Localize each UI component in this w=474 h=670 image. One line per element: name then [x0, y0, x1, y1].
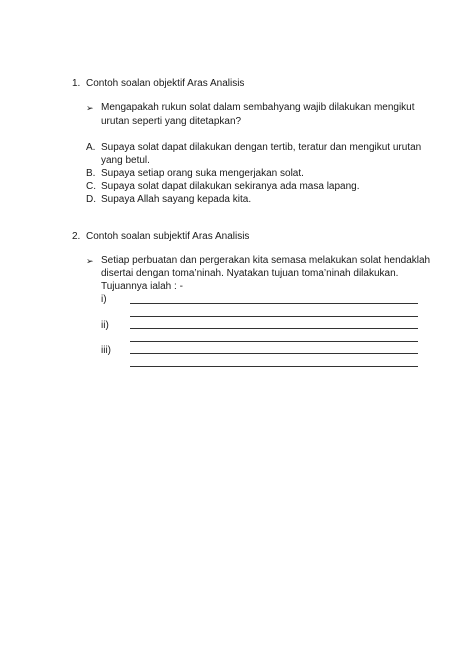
answer-line[interactable] — [130, 303, 418, 304]
answer-label-ii: ii) — [101, 320, 109, 331]
option-d-text: Supaya Allah sayang kepada kita. — [101, 194, 252, 205]
answer-line[interactable] — [130, 341, 418, 342]
question-1-line-1: Mengapakah rukun solat dalam sembahyang wajib dilakukan mengikut — [101, 102, 415, 113]
section-1-heading: Contoh soalan objektif Aras Analisis — [86, 78, 245, 89]
option-b-text: Supaya setiap orang suka mengerjakan solat. — [101, 168, 304, 179]
question-2-line-1: Setiap perbuatan dan pergerakan kita semasa melakukan solat hendaklah — [101, 255, 431, 266]
arrow-bullet-icon: ➢ — [86, 103, 94, 113]
option-a-letter: A. — [86, 142, 96, 153]
section-2-heading: Contoh soalan subjektif Aras Analisis — [86, 231, 250, 242]
section-2-number: 2. — [72, 231, 81, 242]
answer-line[interactable] — [130, 316, 418, 317]
option-c-letter: C. — [86, 181, 96, 192]
answer-line[interactable] — [130, 328, 418, 329]
option-b-letter: B. — [86, 168, 96, 179]
answer-label-i: i) — [101, 294, 107, 305]
answer-line[interactable] — [130, 353, 418, 354]
question-1-line-2: urutan seperti yang ditetapkan? — [101, 116, 242, 127]
answer-line[interactable] — [130, 366, 418, 367]
arrow-bullet-icon: ➢ — [86, 256, 94, 266]
answer-label-iii: iii) — [101, 345, 111, 356]
section-1-number: 1. — [72, 78, 81, 89]
question-2-line-2: disertai dengan toma’ninah. Nyatakan tujuan toma’ninah dilakukan. — [101, 268, 399, 279]
option-a-line-1: Supaya solat dapat dilakukan dengan tertib, teratur dan mengikut urutan — [101, 142, 422, 153]
option-c-text: Supaya solat dapat dilakukan sekiranya ada masa lapang. — [101, 181, 360, 192]
option-a-line-2: yang betul. — [101, 155, 150, 166]
option-d-letter: D. — [86, 194, 96, 205]
question-2-line-3: Tujuannya ialah : - — [101, 281, 183, 292]
